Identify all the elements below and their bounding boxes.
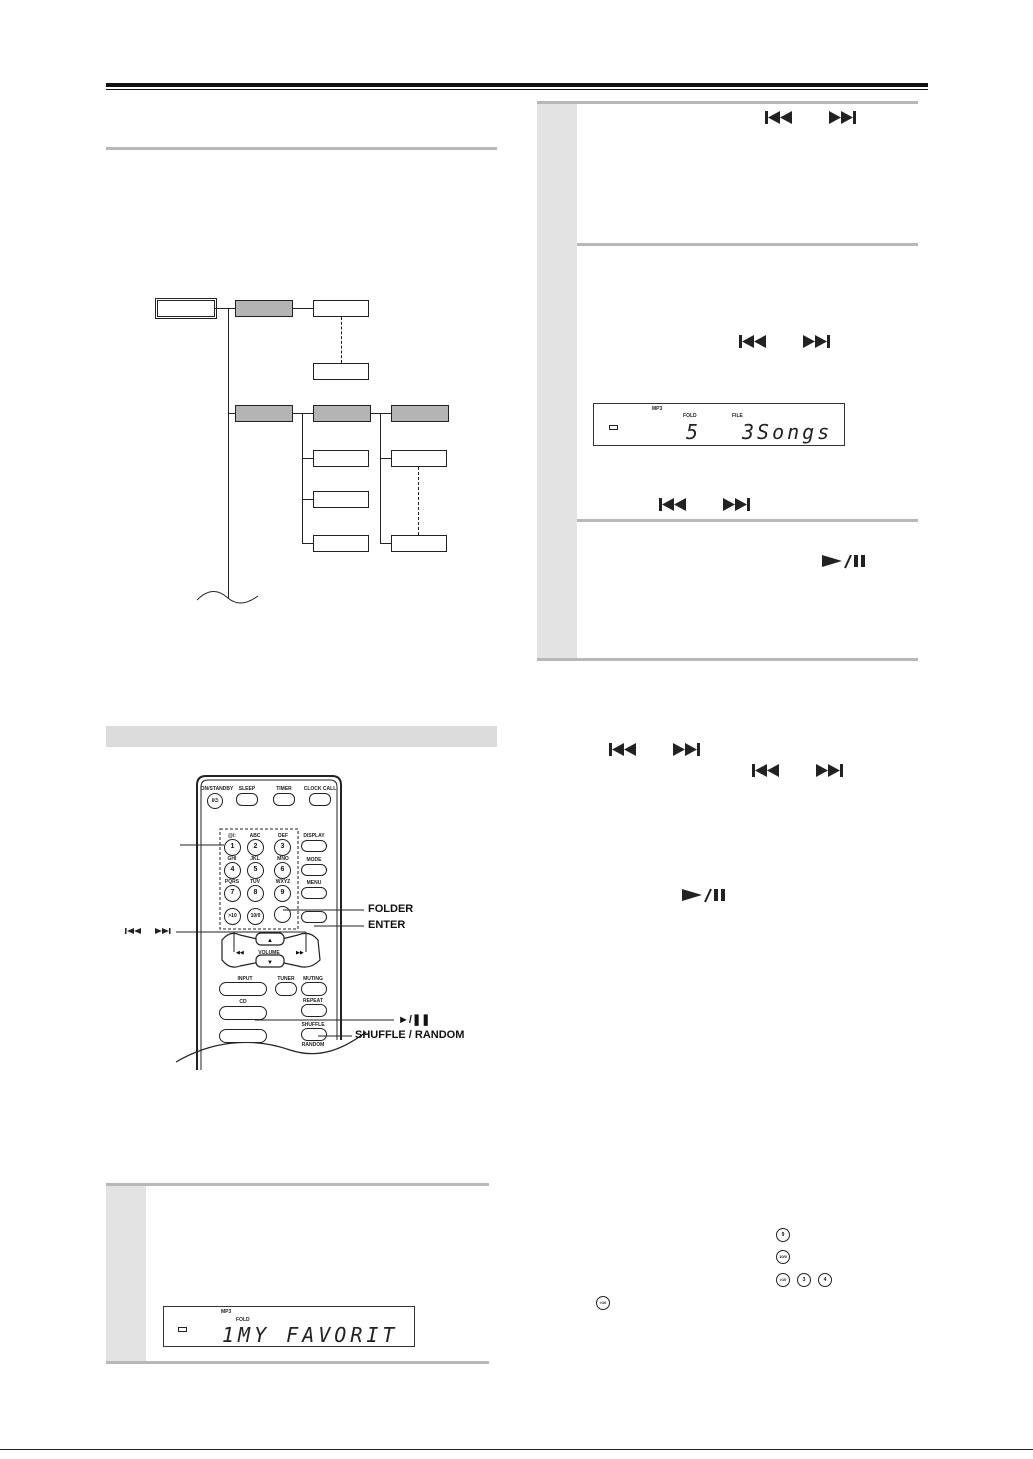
lcd-folder-number: 5 (686, 420, 703, 444)
input-label: INPUT (237, 976, 253, 982)
lcd-display: MP3 FOLD 1MY FAVORIT (163, 1306, 415, 1347)
skip-icons-callout (125, 926, 173, 936)
numkey: 9 (274, 885, 291, 902)
clock-call-label: CLOCK CALL (303, 786, 337, 792)
svg-text:▶▶: ▶▶ (296, 950, 304, 956)
muting-label: MUTING (303, 976, 323, 982)
play-pause-callout: ►/❚❚ (398, 1014, 431, 1026)
timer-label: TIMER (276, 786, 292, 792)
lcd-display: MP3 FOLD FILE 5 3Songs (593, 403, 845, 446)
cd-label: CD (239, 999, 247, 1005)
step-number-cell (537, 240, 577, 519)
mode-label: MODE (306, 857, 322, 863)
key-greater-10-icon: >10 (776, 1273, 790, 1287)
repeat-label: REPEAT (303, 998, 323, 1004)
menu-label: MENU (306, 880, 322, 886)
lcd-text: 1MY FAVORIT (222, 1323, 399, 1347)
svg-text:▼: ▼ (267, 960, 273, 966)
step-box (537, 240, 918, 522)
skip-icon-pair (607, 742, 707, 758)
folder-callout: FOLDER (368, 903, 414, 915)
disc-indicator (178, 1327, 187, 1332)
step-number-cell (537, 104, 577, 243)
key-9-icon: 9 (776, 1228, 790, 1242)
skip-icon-pair (750, 763, 850, 779)
sleep-label: SLEEP (238, 786, 256, 792)
remote-control-illustration: ▲ ▼ ◀◀ ▶▶ ON/STANDBY SLEEP TIMER CLOCK CALL I/⏻ @/: ABC DEF 1 2 3 GHI JKL MNO 4 5 6 PQRS TUV WXYZ 7 8 9 >10 10/0 DISPLAY MODE MENU VOLUME INPUT TUNER MUTING REPEAT CD SHUFFLE RANDOM (0, 0, 1033, 1459)
skip-icon-pair (657, 497, 757, 513)
svg-text:▲: ▲ (267, 938, 273, 944)
lcd-song-count: 3Songs (742, 420, 833, 444)
numkey: 3 (274, 839, 291, 856)
display-label: DISPLAY (303, 833, 325, 839)
numkey: 10/0 (247, 908, 264, 925)
step-box (537, 519, 918, 661)
shuffle-label: SHUFFLE (301, 1022, 325, 1028)
skip-icon-pair (737, 334, 837, 350)
numkey: 1 (224, 839, 241, 856)
key-3-icon: 3 (797, 1273, 811, 1287)
svg-text:◀◀: ◀◀ (236, 950, 244, 956)
key-10-0-icon: 10/0 (776, 1250, 790, 1264)
footer-rule (0, 1449, 1033, 1450)
numkey: 5 (247, 862, 264, 879)
play-pause-icon (820, 553, 868, 569)
enter-callout: ENTER (368, 919, 406, 931)
key-greater-10-icon: >10 (596, 1296, 610, 1310)
random-label: RANDOM (301, 1042, 325, 1048)
step-number-cell (106, 1186, 146, 1361)
shuffle-random-callout: SHUFFLE / RANDOM (355, 1029, 465, 1041)
numkey: >10 (224, 908, 241, 925)
tuner-label: TUNER (277, 976, 295, 982)
numkey: 7 (224, 885, 241, 902)
power-label: ON/STANDBY (200, 786, 234, 792)
numkey: 8 (247, 885, 264, 902)
key-4-icon: 4 (818, 1273, 832, 1287)
numkey: 2 (247, 839, 264, 856)
volume-label: VOLUME (258, 950, 280, 956)
numkey: 6 (274, 862, 291, 879)
numkey: 4 (224, 862, 241, 879)
power-symbol: I/⏻ (211, 798, 219, 804)
step-number-cell (537, 519, 577, 658)
disc-indicator (609, 425, 618, 430)
play-pause-icon (680, 887, 728, 903)
skip-icon-pair (763, 110, 863, 126)
